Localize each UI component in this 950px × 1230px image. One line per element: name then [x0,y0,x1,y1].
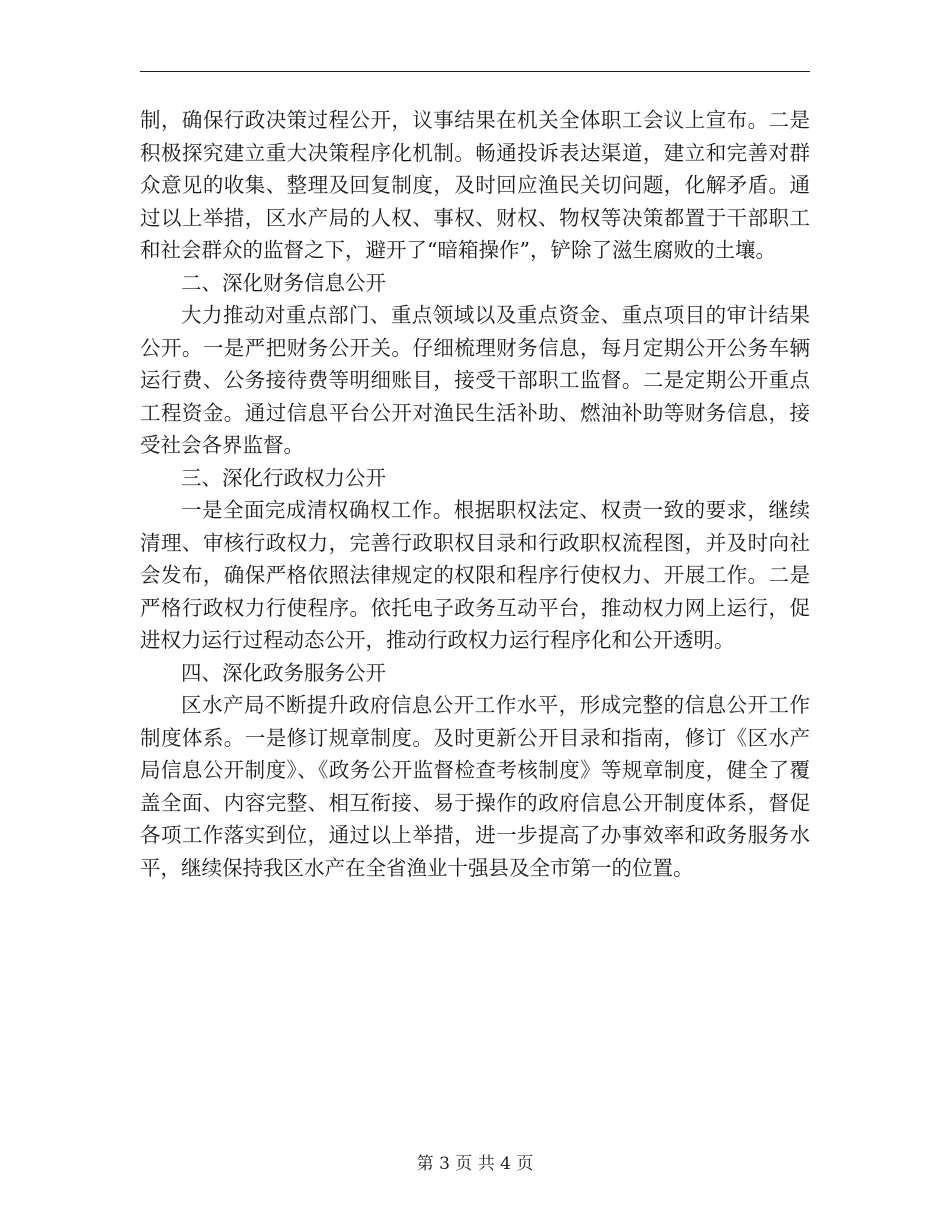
header-rule [140,71,810,72]
section-heading-finance: 二、深化财务信息公开 [181,270,386,295]
section-heading-service: 四、深化政务服务公开 [181,660,386,685]
section-heading-power: 三、深化行政权力公开 [181,465,386,490]
paragraph-power: 一是全面完成清权确权工作。根据职权法定、权责一致的要求，继续清理、审核行政权力，完善行政职权目录和行政职权流程图，并及时向社会发布，确保严格依照法律规定的权限和程序行使权力、开展工作。二是严格行政权力行使程序。依托电子政务互动平台，推动权力网上运行，促进权力运行过程动态公开，推动行政权力运行程序化和公开透明。 [140,498,810,652]
document-body [140,104,810,884]
paragraph-continuation: 制，确保行政决策过程公开，议事结果在机关全体职工会议上宣布。二是积极探究建立重大决策程序化机制。畅通投诉表达渠道，建立和完善对群众意见的收集、整理及回复制度，及时回应渔民关切问题，化解矛盾。通过以上举措，区水产局的人权、事权、财权、物权等决策都置于干部职工和社会群众的监督之下，避开了“暗箱操作”，铲除了滋生腐败的土壤。 [140,108,810,262]
page-number: 第 3 页 共 4 页 [416,1154,534,1174]
paragraph-service: 区水产局不断提升政府信息公开工作水平，形成完整的信息公开工作制度体系。一是修订规章制度。及时更新公开目录和指南，修订《区水产局信息公开制度》、《政务公开监督检查考核制度》等规章制度，健全了覆盖全面、内容完整、相互衔接、易于操作的政府信息公开制度体系，督促各项工作落实到位，通过以上举措，进一步提高了办事效率和政务服务水平，继续保持我区水产在全省渔业十强县及全市第一的位置。 [140,693,810,880]
paragraph-finance: 大力推动对重点部门、重点领域以及重点资金、重点项目的审计结果公开。一是严把财务公开关。仔细梳理财务信息，每月定期公开公务车辆运行费、公务接待费等明细账目，接受干部职工监督。二是定期公开重点工程资金。通过信息平台公开对渔民生活补助、燃油补助等财务信息，接受社会各界监督。 [140,303,810,457]
